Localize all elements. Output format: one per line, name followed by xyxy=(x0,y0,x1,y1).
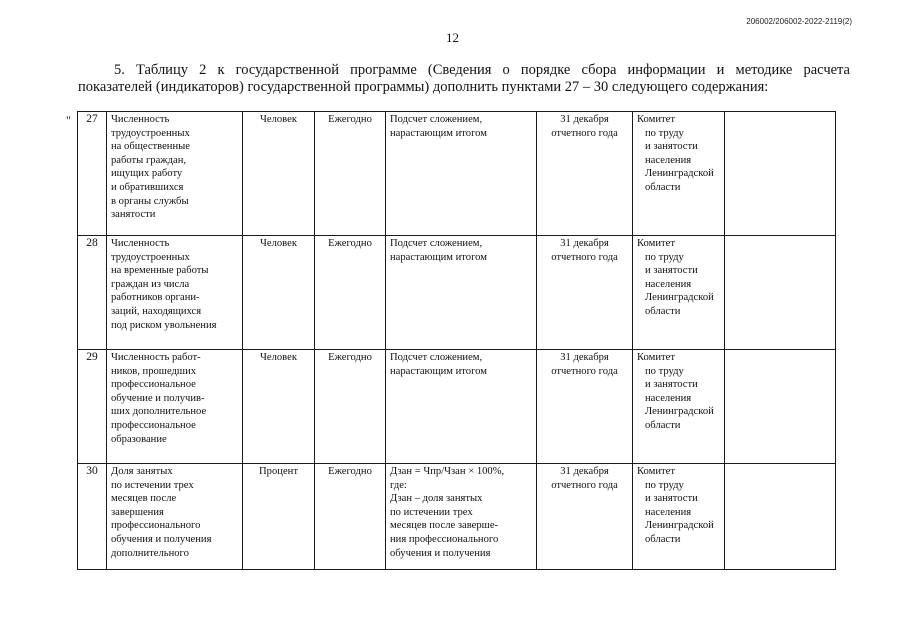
reporting-date xyxy=(537,236,633,350)
cell-line: ния профессионального xyxy=(390,533,499,545)
cell-line: Доля занятых xyxy=(111,466,173,477)
paragraph-line-2: показателей (индикаторов) государственной программы) дополнить пунктами 27 – 30 следующего содержания: xyxy=(78,79,769,95)
cell-line: трудоустроенных xyxy=(111,127,190,139)
cell-line: образование xyxy=(111,433,167,445)
cell-line: дополнительного xyxy=(111,547,189,559)
cell-line: области xyxy=(645,533,681,545)
unit-of-measure: Процент xyxy=(243,464,315,570)
cell-line: Подсчет сложением, xyxy=(390,352,483,363)
page-number: 12 xyxy=(446,30,459,45)
amendment-paragraph xyxy=(78,62,850,96)
cell-line: отчетного года xyxy=(551,365,618,377)
cell-line: по труду xyxy=(645,365,684,377)
unit-of-measure: Человек xyxy=(243,236,315,350)
cell-line: работы граждан, xyxy=(111,154,187,166)
cell-line: отчетного года xyxy=(551,251,618,263)
cell-line: работников органи- xyxy=(111,292,200,304)
cell-line: по истечении трех xyxy=(390,506,473,518)
unit-of-measure: Человек xyxy=(243,350,315,464)
calculation-method xyxy=(386,112,537,236)
cell-line: Комитет xyxy=(637,238,675,249)
cell-line: области xyxy=(645,419,681,431)
calculation-method xyxy=(386,464,537,570)
cell-line: населения xyxy=(645,154,692,166)
cell-line: занятости xyxy=(111,209,156,221)
frequency: Ежегодно xyxy=(315,236,386,350)
cell-line: обучения и получения xyxy=(390,547,491,559)
cell-line: на общественные xyxy=(111,141,190,153)
table-row xyxy=(78,350,836,464)
cell-line: отчетного года xyxy=(551,479,618,491)
cell-line: 31 декабря xyxy=(560,352,609,363)
extra-cell xyxy=(725,112,836,236)
cell-line: Подсчет сложением, xyxy=(390,114,483,125)
cell-line: и занятости xyxy=(645,141,698,153)
cell-line: профессиональное xyxy=(111,379,196,391)
cell-line: месяцев после заверше- xyxy=(390,520,499,532)
cell-line: по истечении трех xyxy=(111,479,194,491)
unit-of-measure: Человек xyxy=(243,112,315,236)
row-number: 27 xyxy=(78,112,107,236)
cell-line: 31 декабря xyxy=(560,114,609,125)
cell-line: нарастающим итогом xyxy=(390,251,487,263)
cell-line: 31 декабря xyxy=(560,466,609,477)
cell-line: области xyxy=(645,305,681,317)
responsible-body xyxy=(633,350,725,464)
frequency: Ежегодно xyxy=(315,464,386,570)
reporting-date xyxy=(537,464,633,570)
calculation-method xyxy=(386,236,537,350)
cell-line: Комитет xyxy=(637,114,675,125)
cell-line: Ленинградской xyxy=(645,292,714,304)
cell-line: Ленинградской xyxy=(645,520,714,532)
responsible-body xyxy=(633,112,725,236)
cell-line: и обратившихся xyxy=(111,181,184,193)
extra-cell xyxy=(725,350,836,464)
cell-line: граждан из числа xyxy=(111,278,190,290)
extra-cell xyxy=(725,236,836,350)
cell-line: Численность xyxy=(111,114,170,125)
cell-line: ищущих работу xyxy=(111,168,183,180)
cell-line: Дзан = Чпр/Чзан × 100%, xyxy=(390,466,505,477)
cell-line: Дзан – доля занятых xyxy=(390,493,483,505)
cell-line: по труду xyxy=(645,127,684,139)
table-row xyxy=(78,464,836,570)
cell-line: Численность xyxy=(111,238,170,249)
cell-line: 31 декабря xyxy=(560,238,609,249)
table-row xyxy=(78,112,836,236)
cell-line: ших дополнительное xyxy=(111,406,207,418)
cell-line: трудоустроенных xyxy=(111,251,190,263)
table-row xyxy=(78,236,836,350)
cell-line: и занятости xyxy=(645,379,698,391)
cell-line: Ленинградской xyxy=(645,168,714,180)
cell-line: месяцев после xyxy=(111,493,177,505)
cell-line: области xyxy=(645,181,681,193)
cell-line: профессионального xyxy=(111,520,201,532)
cell-line: под риском увольнения xyxy=(111,319,217,331)
cell-line: где: xyxy=(390,479,407,491)
reporting-date xyxy=(537,112,633,236)
responsible-body xyxy=(633,236,725,350)
indicator-name xyxy=(107,464,243,570)
cell-line: обучение и получив- xyxy=(111,392,205,404)
cell-line: на временные работы xyxy=(111,265,209,277)
cell-line: по труду xyxy=(645,251,684,263)
frequency: Ежегодно xyxy=(315,112,386,236)
reporting-date xyxy=(537,350,633,464)
opening-quote-mark: " xyxy=(66,113,71,127)
responsible-body xyxy=(633,464,725,570)
cell-line: и занятости xyxy=(645,493,698,505)
indicator-name xyxy=(107,236,243,350)
cell-line: заций, находящихся xyxy=(111,305,202,317)
cell-line: завершения xyxy=(111,506,164,518)
cell-line: в органы службы xyxy=(111,195,189,207)
cell-line: Комитет xyxy=(637,352,675,363)
cell-line: нарастающим итогом xyxy=(390,365,487,377)
cell-line: отчетного года xyxy=(551,127,618,139)
document-id: 206002/206002-2022-2119(2) xyxy=(746,17,852,26)
cell-line: Ленинградской xyxy=(645,406,714,418)
cell-line: Комитет xyxy=(637,466,675,477)
cell-line: населения xyxy=(645,278,692,290)
indicator-name xyxy=(107,350,243,464)
cell-line: нарастающим итогом xyxy=(390,127,487,139)
cell-line: обучения и получения xyxy=(111,533,212,545)
cell-line: по труду xyxy=(645,479,684,491)
cell-line: профессиональное xyxy=(111,419,196,431)
calculation-method xyxy=(386,350,537,464)
frequency: Ежегодно xyxy=(315,350,386,464)
indicator-name xyxy=(107,112,243,236)
cell-line: и занятости xyxy=(645,265,698,277)
cell-line: населения xyxy=(645,392,692,404)
cell-line: населения xyxy=(645,506,692,518)
extra-cell xyxy=(725,464,836,570)
indicators-table xyxy=(77,111,836,570)
cell-line: Подсчет сложением, xyxy=(390,238,483,249)
row-number: 29 xyxy=(78,350,107,464)
cell-line: ников, прошедших xyxy=(111,365,197,377)
cell-line: Численность работ- xyxy=(111,352,201,363)
paragraph-line-1: 5. Таблицу 2 к государственной программе (Сведения о порядке сбора информации и методике расчета xyxy=(114,62,850,78)
row-number: 28 xyxy=(78,236,107,350)
row-number: 30 xyxy=(78,464,107,570)
